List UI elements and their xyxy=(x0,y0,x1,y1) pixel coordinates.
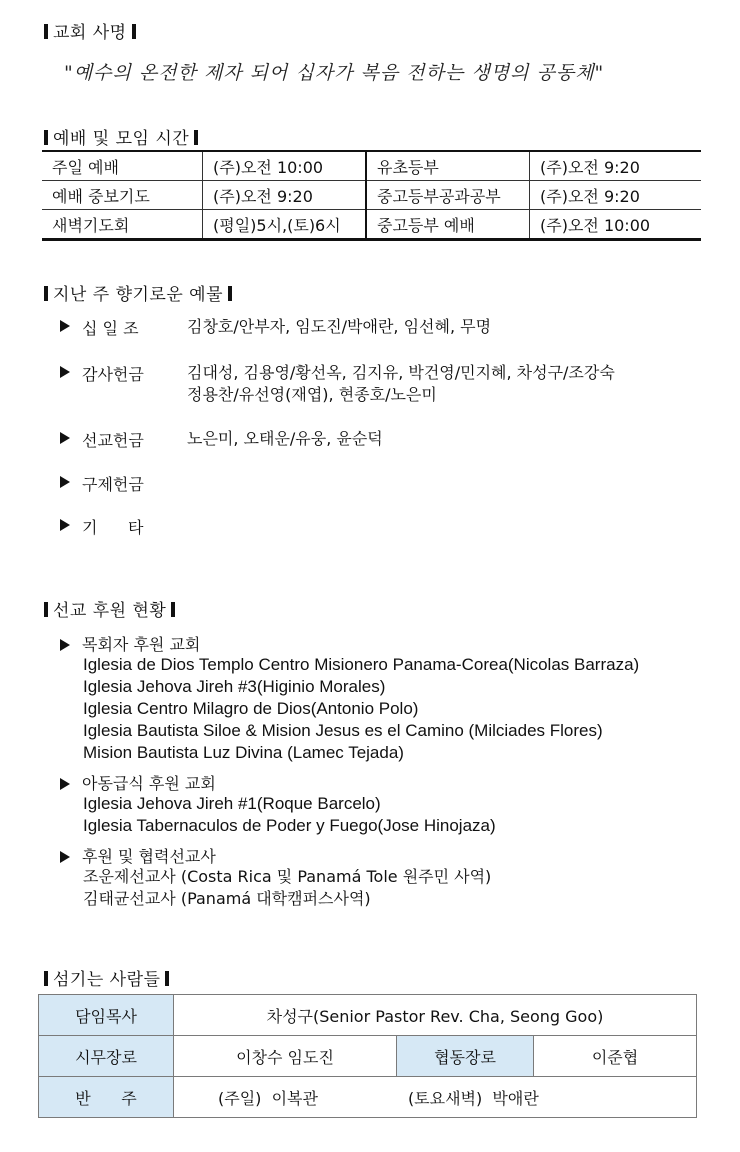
offering-bullet xyxy=(60,316,82,335)
offering-label: 선교헌금 xyxy=(82,431,144,450)
mission-group-heading: 목회자 후원 교회 xyxy=(60,632,200,655)
schedule-cell: 주일 예배 xyxy=(42,151,203,181)
offering-label: 감사헌금 xyxy=(82,365,144,384)
mission-group-lines xyxy=(83,866,491,910)
offering-bullet xyxy=(60,515,82,534)
schedule-cell: (주)오전 9:20 xyxy=(530,181,702,210)
list-item: Iglesia Bautista Siloe & Mision Jesus es el Camino (Milciades Flores) xyxy=(83,721,603,740)
triangle-bullet-icon xyxy=(60,851,70,863)
mission-group-lines xyxy=(83,654,639,764)
servers-table xyxy=(38,994,697,1118)
title-bar-right xyxy=(194,130,198,145)
list-item: 김태균선교사 (Panamá 대학캠퍼스사역) xyxy=(83,889,371,908)
offering-names: 김창호/안부자, 임도진/박애란, 임선혜, 무명 xyxy=(187,317,492,336)
table-row xyxy=(39,1077,697,1118)
offering-names: 노은미, 오태운/유웅, 윤순덕 xyxy=(187,429,383,448)
schedule-cell: (주)오전 9:20 xyxy=(530,151,702,181)
offering-bullet xyxy=(60,472,82,491)
title-bar-left xyxy=(44,24,48,39)
title-bar-left xyxy=(44,130,48,145)
mission-group-heading: 후원 및 협력선교사 xyxy=(60,844,216,867)
servers-label: 반 주 xyxy=(39,1077,174,1118)
mission-group-heading: 아동급식 후원 교회 xyxy=(60,771,216,794)
schedule-cell: (주)오전 10:00 xyxy=(203,151,367,181)
schedule-cell: 중고등부 예배 xyxy=(366,210,530,240)
title-bar-right xyxy=(165,971,169,986)
triangle-bullet-icon xyxy=(60,476,70,488)
offering-names-continued: 정용찬/유선영(재엽), 현종호/노은미 xyxy=(187,385,437,404)
accompanist-saturday: (토요새벽) 박애란 xyxy=(407,1088,539,1108)
list-item: Iglesia Tabernaculos de Poder y Fuego(Jose Hinojaza) xyxy=(83,816,496,835)
offering-bullet xyxy=(60,428,82,447)
servers-label: 시무장로 xyxy=(39,1036,174,1077)
mission-group-lines xyxy=(83,793,496,837)
schedule-cell: 유초등부 xyxy=(366,151,530,181)
servers-value xyxy=(174,1077,697,1118)
offering-label: 구제헌금 xyxy=(82,475,144,494)
triangle-bullet-icon xyxy=(60,519,70,531)
list-item: Iglesia Jehova Jireh #1(Roque Barcelo) xyxy=(83,794,381,813)
servers-value: 이준협 xyxy=(534,1036,697,1077)
offering-bullet xyxy=(60,362,82,381)
title-bar-right xyxy=(228,286,232,301)
offering-label: 기 타 xyxy=(82,518,144,537)
accompanist-sunday: (주일) 이복관 xyxy=(218,1088,318,1108)
title-bar-right xyxy=(171,602,175,617)
offering-label: 십 일 조 xyxy=(82,319,139,338)
schedule-cell: (평일)5시,(토)6시 xyxy=(203,210,367,240)
section-title-missions: 선교 후원 현황 xyxy=(44,596,175,621)
servers-label: 협동장로 xyxy=(397,1036,534,1077)
offering-names: 김대성, 김용영/황선옥, 김지유, 박건영/민지혜, 차성구/조강숙 xyxy=(187,363,615,382)
section-title-mission: 교회 사명 xyxy=(44,18,136,43)
table-row xyxy=(42,151,701,181)
list-item: 조운제선교사 (Costa Rica 및 Panamá Tole 원주민 사역) xyxy=(83,867,492,886)
list-item: Iglesia Centro Milagro de Dios(Antonio Polo) xyxy=(83,699,419,718)
servers-label: 담임목사 xyxy=(39,995,174,1036)
table-row xyxy=(39,995,697,1036)
triangle-bullet-icon xyxy=(60,778,70,790)
section-title-worship: 예배 및 모임 시간 xyxy=(44,124,198,149)
title-bar-right xyxy=(132,24,136,39)
schedule-cell: (주)오전 10:00 xyxy=(530,210,702,240)
mission-motto: "예수의 온전한 제자 되어 십자가 복음 전하는 생명의 공동체" xyxy=(64,62,605,84)
triangle-bullet-icon xyxy=(60,432,70,444)
schedule-cell: 예배 중보기도 xyxy=(42,181,203,210)
schedule-cell: 중고등부공과공부 xyxy=(366,181,530,210)
table-row xyxy=(42,181,701,210)
table-row xyxy=(39,1036,697,1077)
table-row xyxy=(42,210,701,240)
list-item: Iglesia Jehova Jireh #3(Higinio Morales) xyxy=(83,677,386,696)
servers-value: 이창수 임도진 xyxy=(174,1036,397,1077)
schedule-cell: (주)오전 9:20 xyxy=(203,181,367,210)
section-title-servers: 섬기는 사람들 xyxy=(44,965,169,990)
triangle-bullet-icon xyxy=(60,366,70,378)
section-title-offerings: 지난 주 향기로운 예물 xyxy=(44,280,232,305)
schedule-cell: 새벽기도회 xyxy=(52,215,130,235)
worship-schedule-table xyxy=(42,150,701,241)
title-bar-left xyxy=(44,602,48,617)
title-bar-left xyxy=(44,286,48,301)
triangle-bullet-icon xyxy=(60,320,70,332)
list-item: Mision Bautista Luz Divina (Lamec Tejada) xyxy=(83,743,404,762)
list-item: Iglesia de Dios Templo Centro Misionero Panama-Corea(Nicolas Barraza) xyxy=(83,655,640,674)
servers-value: 차성구(Senior Pastor Rev. Cha, Seong Goo) xyxy=(174,995,697,1036)
triangle-bullet-icon xyxy=(60,639,70,651)
title-bar-left xyxy=(44,971,48,986)
